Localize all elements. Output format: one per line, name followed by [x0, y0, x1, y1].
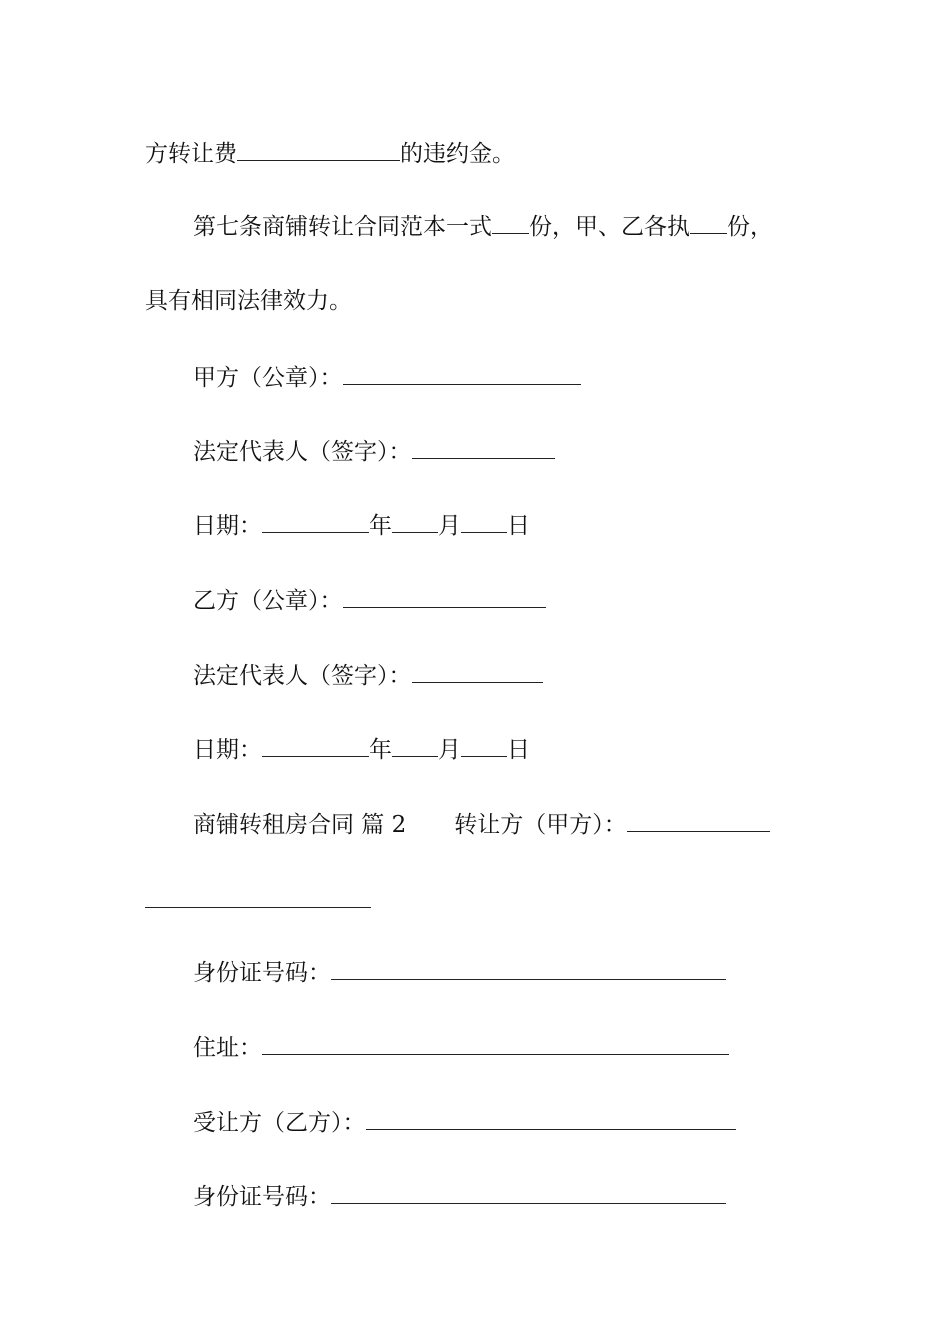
party-a-seal-label: 甲方（公章）：: [193, 365, 343, 391]
id-number-field[interactable]: [331, 1181, 726, 1204]
party-b-seal-field[interactable]: [343, 585, 546, 608]
transferor-field[interactable]: [627, 809, 770, 832]
section-line: [193, 809, 770, 839]
month-label: 月: [438, 737, 461, 763]
legal-rep-field[interactable]: [412, 660, 543, 683]
transferee-label: 受让方（乙方）：: [193, 1110, 366, 1136]
transferee-field[interactable]: [366, 1107, 736, 1130]
month-label: 月: [438, 513, 461, 539]
blank-field: [690, 211, 727, 234]
transferor-label: 转让方（甲方）：: [454, 812, 627, 838]
id-number-label: 身份证号码：: [193, 1184, 331, 1210]
address-field[interactable]: [262, 1032, 729, 1055]
legal-rep-label: 法定代表人（签字）：: [193, 663, 412, 689]
legal-rep-line: [193, 660, 543, 690]
party-b-seal-line: [193, 585, 546, 615]
party-a-seal-line: [193, 362, 581, 392]
party-a-seal-field[interactable]: [343, 362, 581, 385]
section-title: 商铺转租房合同 篇 2: [193, 812, 407, 838]
text-segment: 的违约金。: [400, 141, 515, 167]
date-line: [193, 510, 530, 540]
year-label: 年: [369, 513, 392, 539]
date-label: 日期：: [193, 737, 262, 763]
day-field[interactable]: [461, 510, 507, 533]
month-field[interactable]: [392, 510, 438, 533]
text-segment: 方转让费: [145, 141, 237, 167]
text-line: [145, 286, 352, 316]
month-field[interactable]: [392, 734, 438, 757]
text-segment: 份，: [727, 214, 773, 240]
legal-rep-label: 法定代表人（签字）：: [193, 439, 412, 465]
year-field[interactable]: [262, 734, 369, 757]
text-segment: 第七条商铺转让合同范本一式: [193, 214, 492, 240]
text-line: [193, 211, 773, 241]
day-field[interactable]: [461, 734, 507, 757]
id-number-line: [193, 1181, 726, 1211]
address-label: 住址：: [193, 1035, 262, 1061]
day-label: 日: [507, 737, 530, 763]
year-label: 年: [369, 737, 392, 763]
blank-field: [492, 211, 529, 234]
party-b-seal-label: 乙方（公章）：: [193, 588, 343, 614]
transferor-field-continued[interactable]: [145, 907, 371, 908]
text-line: [145, 138, 515, 168]
text-segment: 份，甲、乙各执: [529, 214, 690, 240]
day-label: 日: [507, 513, 530, 539]
id-number-label: 身份证号码：: [193, 960, 331, 986]
legal-rep-field[interactable]: [412, 436, 555, 459]
date-line: [193, 734, 530, 764]
id-number-line: [193, 957, 726, 987]
text-segment: 具有相同法律效力。: [145, 288, 352, 314]
blank-field: [237, 138, 400, 161]
year-field[interactable]: [262, 510, 369, 533]
id-number-field[interactable]: [331, 957, 726, 980]
address-line: [193, 1032, 729, 1062]
transferee-line: [193, 1107, 736, 1137]
date-label: 日期：: [193, 513, 262, 539]
legal-rep-line: [193, 436, 555, 466]
